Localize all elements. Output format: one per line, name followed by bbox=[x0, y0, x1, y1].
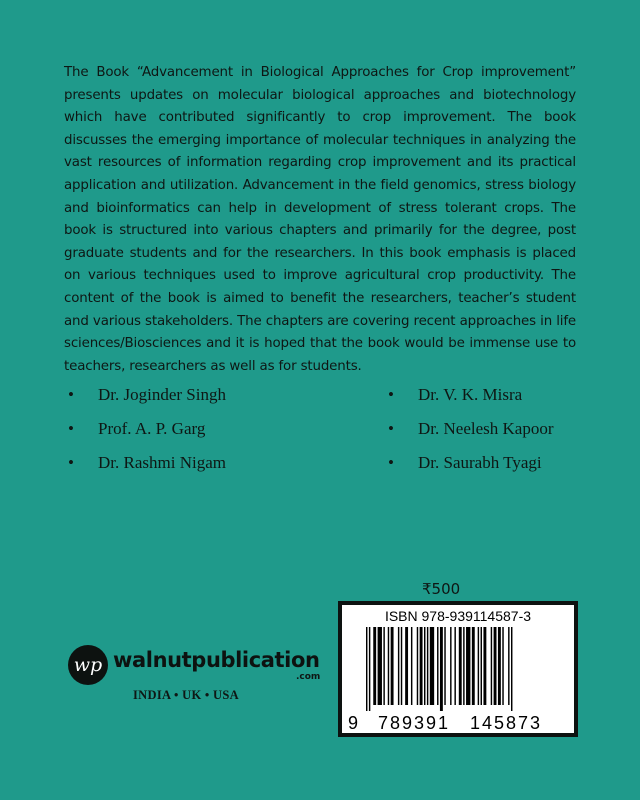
barcode-bar bbox=[498, 627, 501, 705]
barcode-bar bbox=[472, 627, 475, 705]
barcode-bar bbox=[401, 627, 402, 705]
barcode-bar bbox=[398, 627, 399, 705]
author-item bbox=[64, 416, 226, 450]
bullet-icon: • bbox=[68, 385, 74, 404]
author-column-left bbox=[64, 382, 226, 484]
author-name: Dr. Saurabh Tyagi bbox=[418, 453, 542, 472]
barcode-bar bbox=[411, 627, 412, 705]
barcode-bar bbox=[366, 627, 367, 711]
barcode-bar bbox=[466, 627, 470, 705]
barcode-bar bbox=[459, 627, 462, 705]
barcode-bar bbox=[383, 627, 384, 705]
barcode-bar bbox=[373, 627, 376, 705]
barcode-bar bbox=[463, 627, 464, 705]
barcode-digits bbox=[348, 713, 568, 735]
barcode-bars bbox=[350, 627, 566, 711]
bullet-icon: • bbox=[388, 453, 394, 472]
book-description: The Book “Advancement in Biological Approaches for Crop improvement” presents updates on molecular biological approaches and biotechnology which have contributed significantly to crop improvement. The book discusses the emerging importance of molecular techniques in analyzing the vast resources of information regarding crop improvement and its practical application and utilization. Advancement in the field genomics, stress biology and bioinformatics can help in development of stress tolerant crops. The book is structured into various chapters and primarily for the degree, post graduate students and for the researchers. In this book emphasis is placed on various techniques used to improve agricultural crop productivity. The content of the book is aimed to benefit the researchers, teacher’s student and various stakeholders. The chapters are covering recent approaches in life sciences/Biosciences and it is hoped that the book would be immense use to teachers, researchers as well as for students. bbox=[64, 65, 576, 374]
price-label: ₹500 bbox=[422, 580, 461, 598]
author-name: Dr. Neelesh Kapoor bbox=[418, 419, 554, 438]
barcode-bar bbox=[511, 627, 512, 711]
publisher-countries: INDIA • UK • USA bbox=[133, 688, 239, 702]
isbn-barcode bbox=[338, 601, 578, 737]
author-item bbox=[64, 450, 226, 484]
author-column-right bbox=[384, 382, 554, 484]
barcode-bar bbox=[478, 627, 479, 705]
barcode-bar bbox=[378, 627, 382, 705]
author-item bbox=[384, 450, 554, 484]
publisher-domain-suffix: .com bbox=[296, 672, 321, 682]
bullet-icon: • bbox=[388, 419, 394, 438]
barcode-bar bbox=[417, 627, 418, 705]
barcode-bar bbox=[440, 627, 443, 711]
publisher-logo-icon: wp bbox=[68, 645, 108, 685]
barcode-bar bbox=[430, 627, 434, 705]
author-name: Prof. A. P. Garg bbox=[98, 419, 206, 438]
barcode-bar bbox=[388, 627, 389, 705]
bullet-icon: • bbox=[68, 453, 74, 472]
author-name: Dr. Joginder Singh bbox=[98, 385, 226, 404]
barcode-bar bbox=[391, 627, 394, 705]
barcode-digits-left: 789391 bbox=[378, 713, 451, 733]
barcode-bar bbox=[424, 627, 425, 705]
bullet-icon: • bbox=[388, 385, 394, 404]
author-item bbox=[64, 382, 226, 416]
barcode-bar bbox=[491, 627, 492, 705]
barcode-digits-right: 145873 bbox=[470, 713, 543, 733]
barcode-digit-first: 9 bbox=[348, 713, 359, 733]
author-name: Dr. V. K. Misra bbox=[418, 385, 523, 404]
barcode-bar bbox=[427, 627, 428, 705]
author-name: Dr. Rashmi Nigam bbox=[98, 453, 226, 472]
barcode-bar bbox=[420, 627, 423, 705]
barcode-bar bbox=[502, 627, 503, 705]
barcode-bar bbox=[508, 627, 509, 705]
barcode-bar bbox=[450, 627, 451, 705]
author-item bbox=[384, 382, 554, 416]
barcode-bar bbox=[444, 627, 445, 705]
barcode-bar bbox=[454, 627, 455, 705]
publisher-name: walnutpublication bbox=[113, 648, 320, 672]
barcode-bar bbox=[494, 627, 497, 705]
barcode-bar bbox=[437, 627, 438, 705]
barcode-bar bbox=[369, 627, 370, 711]
barcode-bar bbox=[483, 627, 486, 705]
isbn-label: ISBN 978-939114587-3 bbox=[384, 608, 532, 624]
bullet-icon: • bbox=[68, 419, 74, 438]
barcode-bar bbox=[481, 627, 482, 705]
barcode-bar bbox=[405, 627, 408, 705]
author-item bbox=[384, 416, 554, 450]
